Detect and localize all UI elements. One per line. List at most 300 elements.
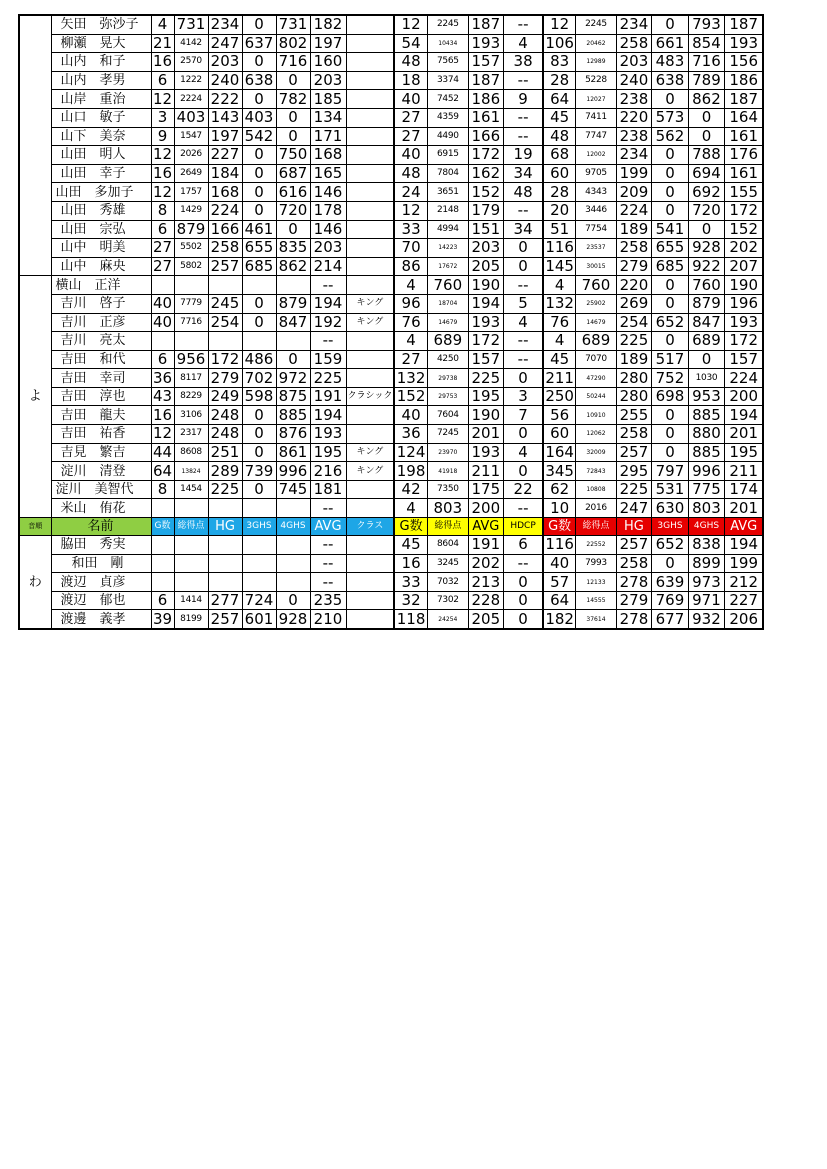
current-stat-cell (151, 276, 174, 295)
current-stat-cell: 0 (242, 15, 276, 34)
current-stat-cell: 40 (152, 294, 173, 313)
previous-stat-cell: 36 (394, 425, 427, 444)
current-stat-cell: 143 (208, 108, 242, 127)
current-stat-cell: 16 (152, 52, 173, 71)
current-stat-cell: キング (346, 313, 394, 332)
current-stat-cell: 687 (276, 164, 310, 183)
header-total-col: HG (616, 518, 651, 536)
current-stat-cell: 0 (276, 220, 310, 239)
current-stat-cell (346, 480, 394, 499)
current-stat-cell: 739 (242, 462, 276, 481)
total-stat-cell: 194 (724, 406, 763, 425)
header-name: 名前 (51, 518, 151, 536)
previous-stat-cell: 33 (394, 573, 427, 592)
previous-stat-cell: 190 (468, 406, 503, 425)
current-stat-cell: キング (346, 443, 394, 462)
previous-stat-cell: -- (503, 201, 543, 220)
total-stat-cell: 0 (651, 183, 688, 202)
current-stat-cell (346, 257, 394, 276)
current-stat-cell: キング (346, 294, 394, 313)
previous-stat-cell: 132 (394, 369, 427, 388)
previous-stat-cell: 9 (503, 90, 543, 109)
current-stat-cell (346, 554, 394, 573)
total-stat-cell: 48 (543, 127, 575, 146)
current-stat-cell: 598 (242, 387, 276, 406)
previous-stat-cell: 0 (503, 462, 543, 481)
total-stat-cell: 752 (651, 369, 688, 388)
total-stat-cell: 797 (651, 462, 688, 481)
total-stat-cell: 238 (616, 127, 651, 146)
total-stat-cell: 157 (724, 350, 763, 369)
column-header-row (19, 518, 763, 536)
total-stat-cell: 4343 (575, 183, 616, 202)
previous-stat-cell: 203 (468, 239, 503, 258)
previous-stat-cell: 157 (468, 53, 503, 72)
total-stat-cell: 145 (545, 257, 574, 276)
current-stat-cell: 225 (310, 369, 346, 388)
current-stat-cell (346, 573, 394, 592)
current-stat-cell: 235 (310, 591, 346, 610)
previous-stat-cell: 689 (427, 332, 468, 351)
previous-stat-cell: -- (503, 350, 543, 369)
total-stat-cell: 57 (543, 573, 575, 592)
current-stat-cell (174, 554, 208, 573)
previous-stat-cell: 48 (394, 53, 427, 72)
current-stat-cell: 0 (276, 108, 310, 127)
previous-stat-cell: 7032 (427, 573, 468, 592)
current-stat-cell: 64 (152, 461, 173, 480)
previous-stat-cell: 162 (468, 164, 503, 183)
current-stat-cell: 403 (242, 108, 276, 127)
total-stat-cell: 971 (688, 591, 724, 610)
current-stat-cell: 168 (208, 183, 242, 202)
player-name: 横山 正洋 (51, 276, 151, 295)
previous-stat-cell: 10434 (427, 34, 468, 53)
previous-stat-cell: 33 (394, 220, 427, 239)
previous-stat-cell: 12 (394, 15, 427, 34)
current-stat-cell (346, 71, 394, 90)
player-name: 吉田 和代 (51, 350, 151, 369)
previous-stat-cell: 22 (503, 480, 543, 499)
current-stat-cell: 879 (174, 220, 208, 239)
previous-stat-cell: 19 (503, 146, 543, 165)
previous-stat-cell: -- (503, 15, 543, 34)
total-stat-cell: 652 (651, 313, 688, 332)
previous-stat-cell: 6915 (427, 146, 468, 165)
player-name: 山中 麻央 (51, 257, 151, 276)
previous-stat-cell: 195 (468, 387, 503, 406)
current-stat-cell: 165 (310, 164, 346, 183)
total-stat-cell: 220 (616, 276, 651, 295)
total-stat-cell: 483 (651, 53, 688, 72)
total-stat-cell: 30015 (575, 257, 616, 276)
previous-stat-cell: 202 (468, 554, 503, 573)
current-stat-cell: 542 (242, 127, 276, 146)
previous-stat-cell: 4 (394, 499, 427, 518)
total-stat-cell: 0 (688, 108, 724, 127)
current-stat-cell: 210 (310, 610, 346, 629)
table-row (19, 332, 763, 351)
current-stat-cell: 0 (242, 425, 276, 444)
kana-group-cell (19, 15, 51, 276)
header-current-col: G数 (151, 518, 174, 536)
current-stat-cell: -- (310, 276, 346, 295)
total-stat-cell: 652 (651, 536, 688, 555)
total-stat-cell: 164 (724, 108, 763, 127)
current-stat-cell: 1222 (174, 71, 208, 90)
total-stat-cell: 211 (545, 368, 574, 387)
total-stat-cell: 12133 (575, 573, 616, 592)
previous-stat-cell: 7565 (427, 53, 468, 72)
current-stat-cell: 194 (310, 294, 346, 313)
table-row (19, 591, 763, 610)
total-stat-cell: 517 (651, 350, 688, 369)
player-name: 山田 幸子 (51, 164, 151, 183)
previous-stat-cell: 29738 (427, 369, 468, 388)
current-stat-cell: 166 (208, 220, 242, 239)
current-stat-cell (276, 573, 310, 592)
previous-stat-cell: 211 (468, 462, 503, 481)
total-stat-cell: 28 (543, 183, 575, 202)
current-stat-cell: 234 (208, 15, 242, 34)
total-stat-cell: 176 (724, 146, 763, 165)
previous-stat-cell: 118 (394, 610, 427, 629)
current-stat-cell: 289 (208, 462, 242, 481)
current-stat-cell (208, 332, 242, 351)
total-stat-cell: 257 (616, 536, 651, 555)
current-stat-cell (242, 276, 276, 295)
current-stat-cell (208, 276, 242, 295)
current-stat-cell: 8117 (174, 369, 208, 388)
previous-stat-cell: 198 (394, 462, 427, 481)
previous-stat-cell: 0 (503, 591, 543, 610)
current-stat-cell (174, 332, 208, 351)
current-stat-cell: 257 (208, 610, 242, 629)
total-stat-cell: 225 (616, 480, 651, 499)
previous-stat-cell: 4359 (427, 108, 468, 127)
previous-stat-cell: 12 (394, 201, 427, 220)
current-stat-cell: 172 (208, 350, 242, 369)
current-stat-cell: 1547 (174, 127, 208, 146)
current-stat-cell (151, 536, 174, 555)
current-stat-cell (174, 573, 208, 592)
previous-stat-cell: 86 (394, 257, 427, 276)
previous-stat-cell: 4 (503, 443, 543, 462)
current-stat-cell: 178 (310, 201, 346, 220)
current-stat-cell: 885 (276, 406, 310, 425)
player-name: 山田 明人 (51, 146, 151, 165)
current-stat-cell: 3 (151, 108, 174, 127)
current-stat-cell: 192 (310, 313, 346, 332)
current-stat-cell (346, 146, 394, 165)
total-stat-cell: 14555 (575, 591, 616, 610)
total-stat-cell: 25902 (575, 294, 616, 313)
previous-stat-cell: 4 (503, 313, 543, 332)
previous-stat-cell: 54 (394, 34, 427, 53)
bowling-score-table (18, 14, 764, 630)
current-stat-cell: 0 (242, 146, 276, 165)
previous-stat-cell: 151 (468, 220, 503, 239)
player-name: 渡辺 貞彦 (51, 573, 151, 592)
current-stat-cell: 0 (276, 71, 310, 90)
total-stat-cell: 928 (688, 239, 724, 258)
current-stat-cell: 0 (242, 53, 276, 72)
total-stat-cell: 199 (724, 554, 763, 573)
player-name: 吉川 正彦 (51, 313, 151, 332)
header-current-col: 総得点 (174, 518, 208, 536)
total-stat-cell: 573 (651, 108, 688, 127)
previous-stat-cell: 3374 (427, 71, 468, 90)
previous-stat-cell: 17672 (427, 257, 468, 276)
total-stat-cell: 1030 (688, 369, 724, 388)
previous-stat-cell: 191 (468, 536, 503, 555)
total-stat-cell: 0 (651, 406, 688, 425)
total-stat-cell: 0 (651, 554, 688, 573)
current-stat-cell (346, 406, 394, 425)
total-stat-cell: 20462 (575, 34, 616, 53)
header-current-col: HG (208, 518, 242, 536)
current-stat-cell: 6 (151, 71, 174, 90)
total-stat-cell: 202 (724, 239, 763, 258)
current-stat-cell (174, 276, 208, 295)
current-stat-cell: 2317 (174, 425, 208, 444)
total-stat-cell: 196 (724, 294, 763, 313)
current-stat-cell: 277 (208, 591, 242, 610)
player-name: 淀川 美智代 (51, 480, 151, 499)
current-stat-cell: 637 (242, 34, 276, 53)
current-stat-cell (242, 499, 276, 518)
previous-stat-cell: 8604 (427, 536, 468, 555)
previous-stat-cell: 2148 (427, 201, 468, 220)
current-stat-cell: 258 (208, 239, 242, 258)
total-stat-cell: 254 (616, 313, 651, 332)
total-stat-cell: 278 (616, 573, 651, 592)
total-stat-cell: 953 (688, 387, 724, 406)
player-name: 山口 敏子 (51, 108, 151, 127)
table-row (19, 90, 763, 109)
current-stat-cell (346, 369, 394, 388)
current-stat-cell: 214 (310, 257, 346, 276)
current-stat-cell: 43 (152, 387, 173, 406)
player-name: 山田 多加子 (51, 183, 151, 202)
total-stat-cell: 7411 (575, 108, 616, 127)
previous-stat-cell: 0 (503, 239, 543, 258)
previous-stat-cell: 7604 (427, 406, 468, 425)
current-stat-cell: 9 (151, 127, 174, 146)
table-row (19, 480, 763, 499)
previous-stat-cell: 7245 (427, 425, 468, 444)
current-stat-cell: 12 (152, 89, 173, 108)
current-stat-cell: 0 (242, 313, 276, 332)
current-stat-cell (346, 127, 394, 146)
current-stat-cell: 185 (310, 90, 346, 109)
current-stat-cell: 847 (276, 313, 310, 332)
player-name: 渡邊 義孝 (51, 610, 151, 629)
current-stat-cell (346, 591, 394, 610)
total-stat-cell: 0 (651, 425, 688, 444)
current-stat-cell: 745 (276, 480, 310, 499)
total-stat-cell: 258 (616, 554, 651, 573)
current-stat-cell: -- (310, 332, 346, 351)
total-stat-cell: 0 (651, 294, 688, 313)
total-stat-cell: 760 (575, 276, 616, 295)
total-stat-cell: 4 (543, 332, 575, 351)
total-stat-cell: 212 (724, 573, 763, 592)
total-stat-cell: 238 (616, 90, 651, 109)
previous-stat-cell: 27 (394, 350, 427, 369)
total-stat-cell: 37614 (575, 610, 616, 629)
table-row (19, 220, 763, 239)
total-stat-cell: 7747 (575, 127, 616, 146)
current-stat-cell: 159 (310, 350, 346, 369)
previous-stat-cell: 4 (394, 332, 427, 351)
total-stat-cell: 182 (545, 609, 574, 628)
current-stat-cell: 5502 (174, 239, 208, 258)
total-stat-cell: 45 (543, 350, 575, 369)
previous-stat-cell: 200 (468, 499, 503, 518)
current-stat-cell: 802 (276, 34, 310, 53)
previous-stat-cell: 45 (394, 536, 427, 555)
total-stat-cell: 45 (543, 108, 575, 127)
current-stat-cell (346, 239, 394, 258)
previous-stat-cell: 42 (394, 480, 427, 499)
current-stat-cell (208, 573, 242, 592)
total-stat-cell: 716 (688, 53, 724, 72)
current-stat-cell: 875 (276, 387, 310, 406)
current-stat-cell (346, 90, 394, 109)
player-name: 吉田 祐香 (51, 425, 151, 444)
header-previous-col: 総得点 (427, 518, 468, 536)
player-name: 和田 剛 (51, 554, 151, 573)
total-stat-cell: 2016 (575, 499, 616, 518)
score-rows (19, 15, 763, 629)
total-stat-cell: 12062 (575, 425, 616, 444)
total-stat-cell: 0 (651, 90, 688, 109)
total-stat-cell: 854 (688, 34, 724, 53)
total-stat-cell: 885 (688, 406, 724, 425)
total-stat-cell: 22552 (575, 536, 616, 555)
current-stat-cell: 879 (276, 294, 310, 313)
previous-stat-cell: 14223 (427, 239, 468, 258)
total-stat-cell: 694 (688, 164, 724, 183)
current-stat-cell: 257 (208, 257, 242, 276)
total-stat-cell: 116 (545, 535, 574, 554)
current-stat-cell: 8 (151, 480, 174, 499)
total-stat-cell: 225 (616, 332, 651, 351)
current-stat-cell: 191 (310, 387, 346, 406)
total-stat-cell: 187 (724, 90, 763, 109)
previous-stat-cell: 48 (503, 183, 543, 202)
total-stat-cell: 164 (545, 443, 574, 461)
total-stat-cell: 12989 (575, 53, 616, 72)
total-stat-cell: 531 (651, 480, 688, 499)
table-row (19, 313, 763, 332)
header-total-col: AVG (724, 518, 763, 536)
current-stat-cell: 2026 (174, 146, 208, 165)
current-stat-cell: 702 (242, 369, 276, 388)
total-stat-cell: 280 (616, 369, 651, 388)
total-stat-cell: 541 (651, 220, 688, 239)
table-row (19, 425, 763, 444)
current-stat-cell: 251 (208, 443, 242, 462)
current-stat-cell: 227 (208, 146, 242, 165)
total-stat-cell: 155 (724, 183, 763, 202)
previous-stat-cell: 228 (468, 591, 503, 610)
current-stat-cell: 160 (310, 53, 346, 72)
total-stat-cell: 258 (616, 34, 651, 53)
current-stat-cell: 0 (276, 350, 310, 369)
total-stat-cell: 685 (651, 257, 688, 276)
current-stat-cell (242, 536, 276, 555)
total-stat-cell: 7754 (575, 220, 616, 239)
current-stat-cell: 240 (208, 71, 242, 90)
current-stat-cell: 0 (242, 164, 276, 183)
current-stat-cell: 245 (208, 294, 242, 313)
previous-stat-cell: 179 (468, 201, 503, 220)
previous-stat-cell: 161 (468, 108, 503, 127)
current-stat-cell: 2649 (174, 164, 208, 183)
previous-stat-cell: 32 (394, 591, 427, 610)
current-stat-cell: 134 (310, 108, 346, 127)
previous-stat-cell: 225 (468, 369, 503, 388)
current-stat-cell: 16 (152, 164, 173, 183)
current-stat-cell (276, 499, 310, 518)
kana-group-cell: よ (19, 276, 51, 518)
previous-stat-cell: 172 (468, 146, 503, 165)
total-stat-cell: 885 (688, 443, 724, 462)
current-stat-cell: 203 (310, 71, 346, 90)
current-stat-cell: 16 (152, 405, 173, 424)
total-stat-cell: 186 (724, 71, 763, 90)
previous-stat-cell: 4 (394, 276, 427, 295)
current-stat-cell: -- (310, 499, 346, 518)
current-stat-cell: 224 (208, 201, 242, 220)
total-stat-cell: 187 (724, 15, 763, 34)
total-stat-cell: 227 (724, 591, 763, 610)
previous-stat-cell: 0 (503, 369, 543, 388)
total-stat-cell: 0 (651, 164, 688, 183)
previous-stat-cell: 40 (394, 146, 427, 165)
total-stat-cell: 60 (543, 164, 575, 183)
current-stat-cell: 0 (242, 201, 276, 220)
current-stat-cell (242, 332, 276, 351)
current-stat-cell (276, 536, 310, 555)
current-stat-cell: 146 (310, 220, 346, 239)
previous-stat-cell: 187 (468, 71, 503, 90)
current-stat-cell: 182 (310, 15, 346, 34)
previous-stat-cell: 2245 (427, 15, 468, 34)
previous-stat-cell: 70 (394, 239, 427, 258)
table-row (19, 406, 763, 425)
total-stat-cell: 278 (616, 610, 651, 629)
previous-stat-cell: 34 (503, 220, 543, 239)
current-stat-cell: 40 (152, 313, 173, 331)
player-name: 米山 侑花 (51, 499, 151, 518)
current-stat-cell: 0 (242, 183, 276, 202)
player-name: 矢田 弥沙子 (51, 15, 151, 34)
current-stat-cell: 0 (276, 127, 310, 146)
total-stat-cell: 161 (724, 164, 763, 183)
current-stat-cell: 44 (152, 443, 173, 461)
total-stat-cell: 47290 (575, 369, 616, 388)
total-stat-cell: 279 (616, 591, 651, 610)
total-stat-cell: 20 (543, 201, 575, 220)
total-stat-cell: 224 (616, 201, 651, 220)
total-stat-cell: 56 (543, 406, 575, 425)
current-stat-cell: 486 (242, 350, 276, 369)
current-stat-cell (151, 554, 174, 573)
current-stat-cell (346, 15, 394, 34)
